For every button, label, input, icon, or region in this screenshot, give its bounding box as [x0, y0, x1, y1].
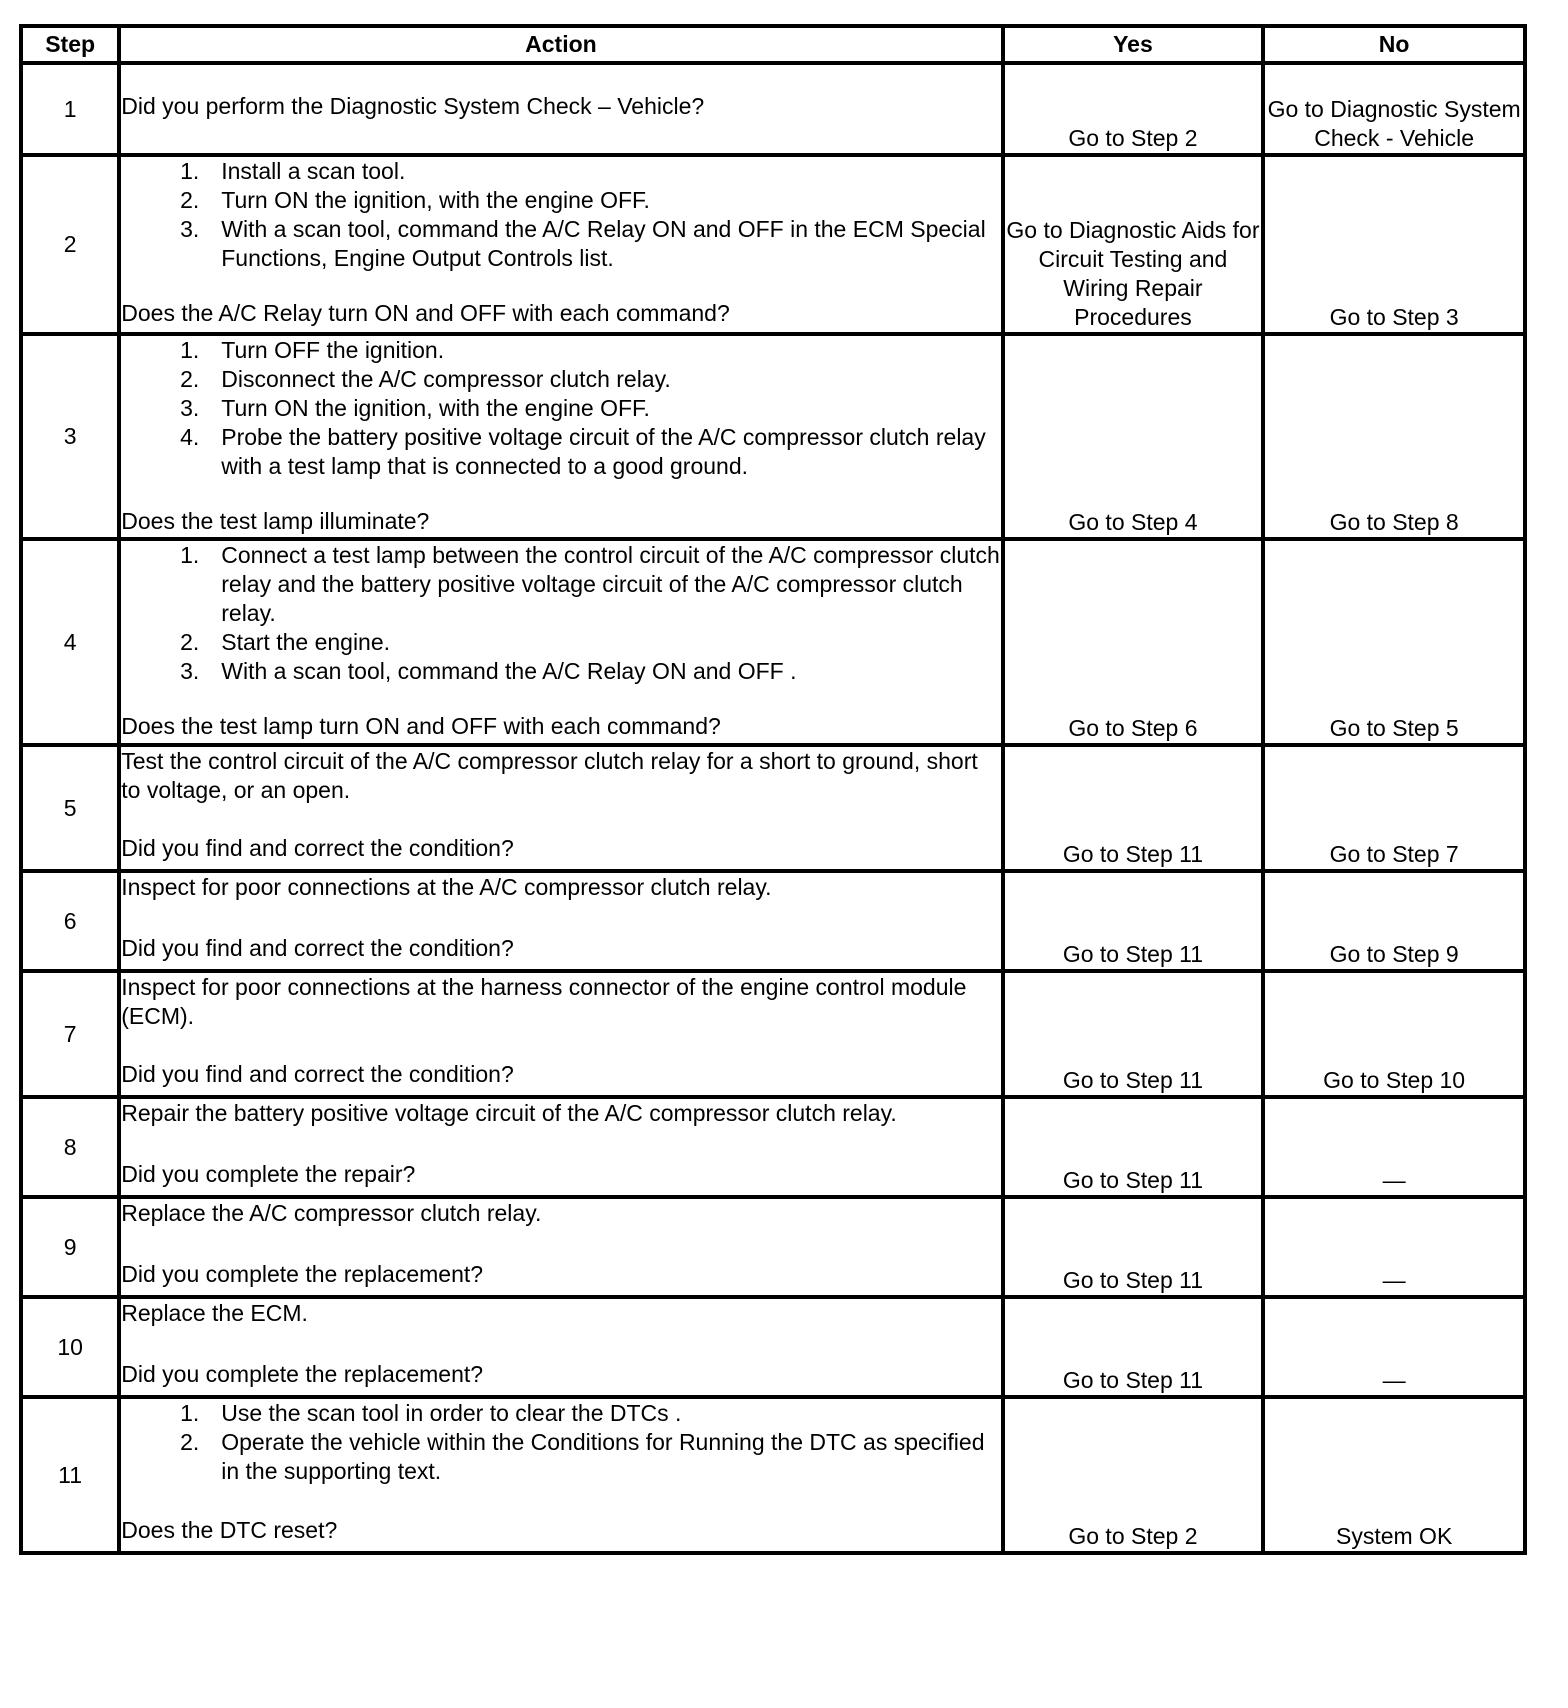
no-outcome: Go to Diagnostic System Check - Vehicle — [1263, 63, 1525, 155]
step-number: 10 — [21, 1297, 119, 1397]
list-item — [121, 186, 1000, 215]
action-content — [121, 541, 1000, 737]
action-text: Test the control circuit of the A/C compressor clutch relay for a short to ground, short to voltage, or an open. — [121, 748, 978, 803]
action-cell — [119, 971, 1002, 1097]
yes-outcome: Go to Step 6 — [1003, 539, 1264, 745]
step-number: 4 — [21, 539, 119, 745]
action-question: Does the test lamp illuminate? — [121, 508, 430, 534]
list-item — [121, 628, 1000, 657]
action-cell — [119, 155, 1002, 334]
no-outcome: Go to Step 9 — [1263, 871, 1525, 971]
step-number: 7 — [21, 971, 119, 1097]
table-row — [21, 1197, 1525, 1297]
no-outcome: Go to Step 7 — [1263, 745, 1525, 871]
action-question: Did you find and correct the condition? — [121, 835, 514, 861]
procedure-list — [121, 157, 1000, 273]
no-outcome: Go to Step 8 — [1263, 334, 1525, 539]
action-text: Repair the battery positive voltage circuit of the A/C compressor clutch relay. — [121, 1100, 897, 1126]
action-text: Inspect for poor connections at the harness connector of the engine control module (ECM). — [121, 974, 967, 1029]
procedure-list — [121, 1399, 1000, 1486]
action-question: Did you find and correct the condition? — [121, 1061, 514, 1087]
list-item-number: 1. — [180, 158, 200, 184]
action-content — [121, 873, 1000, 963]
list-item — [121, 423, 1000, 481]
action-cell — [119, 871, 1002, 971]
list-item-text: Use the scan tool in order to clear the DTCs . — [221, 1400, 682, 1426]
yes-outcome: Go to Step 4 — [1003, 334, 1264, 539]
action-instructions — [121, 1399, 1000, 1486]
table-row — [21, 971, 1525, 1097]
list-item-text: With a scan tool, command the A/C Relay ON and OFF . — [221, 658, 797, 684]
action-cell — [119, 1197, 1002, 1297]
list-item — [121, 157, 1000, 186]
no-outcome: Go to Step 10 — [1263, 971, 1525, 1097]
action-content — [121, 336, 1000, 534]
list-item — [121, 1428, 1000, 1486]
step-number: 6 — [21, 871, 119, 971]
table-row — [21, 155, 1525, 334]
table-row — [21, 1397, 1525, 1553]
list-item-text: Turn OFF the ignition. — [221, 337, 445, 363]
step-number: 11 — [21, 1397, 119, 1553]
list-item-number: 3. — [180, 395, 200, 421]
action-cell — [119, 334, 1002, 539]
list-item — [121, 1399, 1000, 1428]
header-row — [21, 26, 1525, 63]
action-question: Did you complete the replacement? — [121, 1361, 484, 1387]
action-instructions — [121, 541, 1000, 686]
list-item — [121, 215, 1000, 273]
list-item-text: With a scan tool, command the A/C Relay ON and OFF in the ECM Special Functions, Engine Output Controls list. — [221, 216, 986, 271]
list-item — [121, 336, 1000, 365]
action-cell — [119, 745, 1002, 871]
list-item — [121, 365, 1000, 394]
list-item-text: Turn ON the ignition, with the engine OFF. — [221, 187, 650, 213]
step-number: 1 — [21, 63, 119, 155]
header-action: Action — [119, 26, 1002, 63]
yes-outcome: Go to Step 11 — [1003, 1197, 1264, 1297]
header-yes: Yes — [1003, 26, 1264, 63]
action-question: Did you complete the replacement? — [121, 1261, 484, 1287]
table-row — [21, 871, 1525, 971]
header-step: Step — [21, 26, 119, 63]
no-outcome: — — [1263, 1097, 1525, 1197]
list-item-number: 2. — [180, 629, 200, 655]
list-item-text: Start the engine. — [221, 629, 391, 655]
list-item-text: Turn ON the ignition, with the engine OFF. — [221, 395, 650, 421]
action-content — [121, 1199, 1000, 1289]
action-cell — [119, 539, 1002, 745]
table-row — [21, 1097, 1525, 1197]
yes-outcome: Go to Diagnostic Aids for Circuit Testing and Wiring Repair Procedures — [1003, 155, 1264, 334]
list-item-number: 2. — [180, 187, 200, 213]
list-item-number: 2. — [180, 1429, 200, 1455]
action-text: Replace the A/C compressor clutch relay. — [121, 1200, 542, 1226]
action-instructions — [121, 92, 1000, 121]
yes-outcome: Go to Step 11 — [1003, 971, 1264, 1097]
list-item — [121, 657, 1000, 686]
action-content — [121, 65, 1000, 147]
action-question: Does the DTC reset? — [121, 1517, 338, 1543]
action-instructions — [121, 747, 1000, 805]
list-item-number: 1. — [180, 1400, 200, 1426]
yes-outcome: Go to Step 11 — [1003, 871, 1264, 971]
action-cell — [119, 1097, 1002, 1197]
list-item-text: Probe the battery positive voltage circuit of the A/C compressor clutch relay with a test lamp that is connected to a good ground. — [221, 424, 986, 479]
table-row — [21, 334, 1525, 539]
action-content — [121, 157, 1000, 326]
action-text: Inspect for poor connections at the A/C compressor clutch relay. — [121, 874, 772, 900]
list-item-text: Connect a test lamp between the control circuit of the A/C compressor clutch relay and the battery positive voltage circuit of the A/C compressor clutch relay. — [221, 542, 1000, 626]
action-instructions — [121, 336, 1000, 481]
list-item-number: 4. — [180, 424, 200, 450]
table-row — [21, 745, 1525, 871]
no-outcome: — — [1263, 1197, 1525, 1297]
yes-outcome: Go to Step 11 — [1003, 1097, 1264, 1197]
table-row — [21, 63, 1525, 155]
action-cell — [119, 1297, 1002, 1397]
action-content — [121, 1099, 1000, 1189]
yes-outcome: Go to Step 2 — [1003, 63, 1264, 155]
procedure-list — [121, 336, 1000, 481]
yes-outcome: Go to Step 2 — [1003, 1397, 1264, 1553]
table-row — [21, 539, 1525, 745]
procedure-list — [121, 541, 1000, 686]
step-number: 5 — [21, 745, 119, 871]
no-outcome: Go to Step 5 — [1263, 539, 1525, 745]
yes-outcome: Go to Step 11 — [1003, 745, 1264, 871]
list-item-text: Operate the vehicle within the Conditions for Running the DTC as specified in the supporting text. — [221, 1429, 985, 1484]
diagnostic-table — [19, 24, 1527, 1555]
list-item-text: Disconnect the A/C compressor clutch relay. — [221, 366, 671, 392]
action-cell — [119, 63, 1002, 155]
action-instructions — [121, 1199, 1000, 1228]
no-outcome: — — [1263, 1297, 1525, 1397]
no-outcome: Go to Step 3 — [1263, 155, 1525, 334]
step-number: 3 — [21, 334, 119, 539]
step-number: 8 — [21, 1097, 119, 1197]
action-question: Does the test lamp turn ON and OFF with each command? — [121, 713, 721, 739]
header-no: No — [1263, 26, 1525, 63]
action-question: Did you find and correct the condition? — [121, 935, 514, 961]
list-item — [121, 394, 1000, 423]
list-item-number: 2. — [180, 366, 200, 392]
list-item-number: 3. — [180, 216, 200, 242]
list-item — [121, 541, 1000, 628]
action-instructions — [121, 1099, 1000, 1128]
table-row — [21, 1297, 1525, 1397]
table-body — [21, 63, 1525, 1553]
action-content — [121, 1299, 1000, 1389]
action-text: Replace the ECM. — [121, 1300, 308, 1326]
action-content — [121, 973, 1000, 1089]
action-question: Does the A/C Relay turn ON and OFF with each command? — [121, 300, 730, 326]
list-item-text: Install a scan tool. — [221, 158, 406, 184]
action-cell — [119, 1397, 1002, 1553]
action-content — [121, 1399, 1000, 1545]
action-text: Did you perform the Diagnostic System Check – Vehicle? — [121, 92, 705, 119]
action-instructions — [121, 157, 1000, 273]
list-item-number: 1. — [180, 542, 200, 568]
step-number: 9 — [21, 1197, 119, 1297]
action-question: Did you complete the repair? — [121, 1161, 416, 1187]
no-outcome: System OK — [1263, 1397, 1525, 1553]
yes-outcome: Go to Step 11 — [1003, 1297, 1264, 1397]
list-item-number: 1. — [180, 337, 200, 363]
action-content — [121, 747, 1000, 863]
list-item-number: 3. — [180, 658, 200, 684]
step-number: 2 — [21, 155, 119, 334]
action-instructions — [121, 973, 1000, 1031]
action-instructions — [121, 873, 1000, 902]
action-instructions — [121, 1299, 1000, 1328]
